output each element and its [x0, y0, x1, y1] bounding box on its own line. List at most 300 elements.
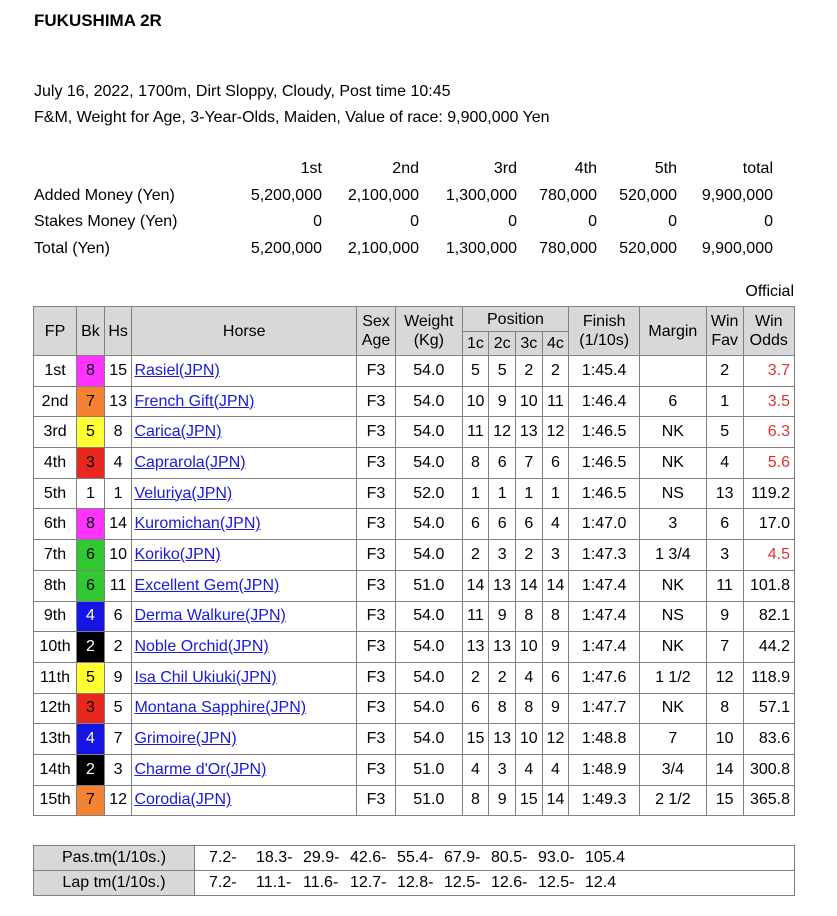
position-2c: 3 — [489, 754, 516, 785]
money-value: 0 — [588, 213, 597, 231]
times-label: Lap tm(1/10s.) — [34, 871, 195, 896]
result-row — [34, 632, 795, 663]
margin: NS — [640, 601, 707, 632]
win-fav: 6 — [706, 509, 743, 540]
position-3c: 10 — [515, 386, 542, 417]
time-value: 80.5- — [491, 849, 528, 866]
header-position: Position — [462, 307, 569, 332]
sex-age: F3 — [357, 601, 396, 632]
horse-number: 9 — [104, 662, 132, 693]
position-1c: 2 — [462, 540, 489, 571]
header-horse: Horse — [132, 307, 357, 356]
finish-time: 1:46.5 — [569, 478, 640, 509]
horse-cell — [132, 724, 357, 755]
position-3c: 10 — [515, 632, 542, 663]
result-row — [34, 478, 795, 509]
money-value: 2,100,000 — [347, 186, 419, 204]
finish-position: 6th — [34, 509, 77, 540]
sex-age: F3 — [357, 662, 396, 693]
finish-time: 1:46.4 — [569, 386, 640, 417]
money-row-label: Total (Yen) — [34, 239, 110, 257]
weight: 54.0 — [396, 448, 463, 479]
sex-age: F3 — [357, 478, 396, 509]
sex-age: F3 — [357, 448, 396, 479]
position-2c: 13 — [489, 570, 516, 601]
weight: 51.0 — [396, 570, 463, 601]
header-2c: 2c — [489, 332, 516, 356]
position-4c: 1 — [542, 478, 569, 509]
header-4c: 4c — [542, 332, 569, 356]
times-table — [33, 845, 795, 896]
win-fav: 5 — [706, 417, 743, 448]
position-4c: 2 — [542, 356, 569, 387]
horse-cell — [132, 632, 357, 663]
position-4c: 4 — [542, 754, 569, 785]
bracket-number: 4 — [77, 601, 105, 632]
horse-link[interactable]: Koriko(JPN) — [134, 545, 221, 563]
win-odds: 3.5 — [743, 386, 794, 417]
win-fav: 7 — [706, 632, 743, 663]
header-hs: Hs — [104, 307, 132, 356]
time-value: 67.9- — [444, 849, 481, 866]
money-value: 9,900,000 — [701, 186, 773, 204]
money-value: 5,200,000 — [250, 186, 322, 204]
time-value: 12.4 — [585, 874, 617, 891]
money-header-4th: 4th — [574, 160, 597, 178]
time-value: 42.6- — [350, 849, 387, 866]
result-row — [34, 754, 795, 785]
result-row — [34, 662, 795, 693]
finish-time: 1:49.3 — [569, 785, 640, 816]
position-4c: 12 — [542, 724, 569, 755]
times-label: Pas.tm(1/10s.) — [34, 846, 195, 871]
win-odds: 5.6 — [743, 448, 794, 479]
horse-cell — [132, 356, 357, 387]
money-value: 520,000 — [619, 186, 677, 204]
bracket-number: 7 — [77, 386, 105, 417]
position-4c: 8 — [542, 601, 569, 632]
horse-link[interactable]: Derma Walkure(JPN) — [134, 607, 286, 625]
horse-number: 8 — [104, 417, 132, 448]
horse-cell — [132, 509, 357, 540]
position-4c: 6 — [542, 448, 569, 479]
header-margin: Margin — [640, 307, 707, 356]
sex-age: F3 — [357, 570, 396, 601]
position-4c: 11 — [542, 386, 569, 417]
finish-position: 4th — [34, 448, 77, 479]
finish-time: 1:48.8 — [569, 724, 640, 755]
position-2c: 9 — [489, 601, 516, 632]
horse-cell — [132, 601, 357, 632]
horse-link[interactable]: Montana Sapphire(JPN) — [134, 699, 307, 717]
position-1c: 15 — [462, 724, 489, 755]
win-odds: 82.1 — [743, 601, 794, 632]
horse-number: 14 — [104, 509, 132, 540]
money-value: 1,300,000 — [445, 239, 517, 257]
weight: 54.0 — [396, 356, 463, 387]
position-2c: 8 — [489, 693, 516, 724]
horse-cell — [132, 417, 357, 448]
result-row — [34, 356, 795, 387]
header-bk: Bk — [77, 307, 105, 356]
position-4c: 4 — [542, 509, 569, 540]
money-header-1st: 1st — [300, 160, 322, 178]
bracket-number: 6 — [77, 570, 105, 601]
position-1c: 6 — [462, 509, 489, 540]
money-header-total: total — [742, 160, 773, 178]
position-1c: 1 — [462, 478, 489, 509]
sex-age: F3 — [357, 417, 396, 448]
position-3c: 7 — [515, 448, 542, 479]
weight: 54.0 — [396, 540, 463, 571]
win-odds: 83.6 — [743, 724, 794, 755]
result-row — [34, 448, 795, 479]
position-3c: 6 — [515, 509, 542, 540]
money-value: 2,100,000 — [347, 239, 419, 257]
win-fav: 4 — [706, 448, 743, 479]
time-value: 7.2- — [209, 874, 237, 891]
horse-link[interactable]: Kuromichan(JPN) — [134, 515, 261, 533]
horse-number: 3 — [104, 754, 132, 785]
finish-position: 9th — [34, 601, 77, 632]
money-header-2nd: 2nd — [392, 160, 419, 178]
margin — [640, 356, 707, 387]
sex-age: F3 — [357, 724, 396, 755]
money-header-3rd: 3rd — [493, 160, 517, 178]
position-1c: 10 — [462, 386, 489, 417]
official-label: Official — [745, 283, 794, 300]
weight: 54.0 — [396, 601, 463, 632]
position-4c: 3 — [542, 540, 569, 571]
time-value: 93.0- — [538, 849, 575, 866]
money-value: 520,000 — [619, 239, 677, 257]
horse-link[interactable]: Noble Orchid(JPN) — [134, 638, 269, 656]
weight: 54.0 — [396, 509, 463, 540]
position-3c: 15 — [515, 785, 542, 816]
win-fav: 15 — [706, 785, 743, 816]
finish-time: 1:47.0 — [569, 509, 640, 540]
position-3c: 14 — [515, 570, 542, 601]
position-4c: 14 — [542, 570, 569, 601]
horse-link[interactable]: Grimoire(JPN) — [134, 730, 237, 748]
position-3c: 4 — [515, 662, 542, 693]
weight: 52.0 — [396, 478, 463, 509]
win-odds: 4.5 — [743, 540, 794, 571]
win-fav: 12 — [706, 662, 743, 693]
win-fav: 2 — [706, 356, 743, 387]
header-fp: FP — [34, 307, 77, 356]
weight: 54.0 — [396, 417, 463, 448]
sex-age: F3 — [357, 356, 396, 387]
weight: 54.0 — [396, 693, 463, 724]
finish-time: 1:47.4 — [569, 601, 640, 632]
money-value: 1,300,000 — [445, 186, 517, 204]
position-2c: 2 — [489, 662, 516, 693]
sex-age: F3 — [357, 785, 396, 816]
finish-position: 15th — [34, 785, 77, 816]
time-value: 105.4 — [585, 849, 626, 866]
finish-position: 11th — [34, 662, 77, 693]
horse-number: 4 — [104, 448, 132, 479]
horse-link[interactable]: Veluriya(JPN) — [134, 484, 233, 502]
bracket-number: 5 — [77, 662, 105, 693]
time-value: 18.3- — [256, 849, 293, 866]
margin: NK — [640, 417, 707, 448]
position-3c: 1 — [515, 478, 542, 509]
win-odds: 17.0 — [743, 509, 794, 540]
result-row — [34, 509, 795, 540]
prize-money-table — [34, 156, 773, 262]
margin: 2 1/2 — [640, 785, 707, 816]
finish-time: 1:47.3 — [569, 540, 640, 571]
win-odds: 3.7 — [743, 356, 794, 387]
money-header-row — [34, 156, 773, 183]
position-2c: 13 — [489, 724, 516, 755]
win-fav: 1 — [706, 386, 743, 417]
position-1c: 2 — [462, 662, 489, 693]
race-info-line-2: F&M, Weight for Age, 3-Year-Olds, Maiden, Value of race: 9,900,000 Yen — [34, 109, 550, 126]
money-value: 0 — [313, 213, 322, 231]
win-fav: 3 — [706, 540, 743, 571]
header-win-odds: Win Odds — [743, 307, 794, 356]
win-fav: 8 — [706, 693, 743, 724]
weight: 54.0 — [396, 662, 463, 693]
weight: 54.0 — [396, 632, 463, 663]
win-fav: 9 — [706, 601, 743, 632]
horse-number: 11 — [104, 570, 132, 601]
header-3c: 3c — [515, 332, 542, 356]
margin: NK — [640, 570, 707, 601]
position-4c: 12 — [542, 417, 569, 448]
position-3c: 2 — [515, 540, 542, 571]
finish-position: 8th — [34, 570, 77, 601]
horse-link[interactable]: Excellent Gem(JPN) — [134, 576, 280, 594]
position-2c: 3 — [489, 540, 516, 571]
times-row — [34, 871, 795, 896]
margin: 1 1/2 — [640, 662, 707, 693]
position-3c: 13 — [515, 417, 542, 448]
time-value: 12.5- — [538, 874, 575, 891]
money-value: 0 — [764, 213, 773, 231]
finish-time: 1:47.4 — [569, 632, 640, 663]
bracket-number: 2 — [77, 632, 105, 663]
horse-cell — [132, 662, 357, 693]
sex-age: F3 — [357, 632, 396, 663]
position-2c: 5 — [489, 356, 516, 387]
money-value: 0 — [668, 213, 677, 231]
horse-number: 2 — [104, 632, 132, 663]
win-fav: 11 — [706, 570, 743, 601]
time-value: 29.9- — [303, 849, 340, 866]
money-header-5th: 5th — [654, 160, 677, 178]
horse-cell — [132, 540, 357, 571]
horse-cell — [132, 570, 357, 601]
money-value: 5,200,000 — [250, 239, 322, 257]
race-title: FUKUSHIMA 2R — [34, 11, 162, 30]
position-1c: 11 — [462, 601, 489, 632]
margin: 3/4 — [640, 754, 707, 785]
position-2c: 9 — [489, 386, 516, 417]
bracket-number: 6 — [77, 540, 105, 571]
bracket-number: 7 — [77, 785, 105, 816]
position-1c: 13 — [462, 632, 489, 663]
time-value: 7.2- — [209, 849, 237, 866]
position-1c: 14 — [462, 570, 489, 601]
finish-position: 7th — [34, 540, 77, 571]
sex-age: F3 — [357, 509, 396, 540]
horse-cell — [132, 448, 357, 479]
win-odds: 57.1 — [743, 693, 794, 724]
finish-time: 1:46.5 — [569, 417, 640, 448]
horse-number: 5 — [104, 693, 132, 724]
horse-number: 10 — [104, 540, 132, 571]
position-2c: 6 — [489, 448, 516, 479]
horse-cell — [132, 478, 357, 509]
horse-number: 12 — [104, 785, 132, 816]
money-value: 0 — [508, 213, 517, 231]
money-row — [34, 209, 773, 236]
margin: 6 — [640, 386, 707, 417]
money-value: 0 — [410, 213, 419, 231]
win-fav: 14 — [706, 754, 743, 785]
margin: 3 — [640, 509, 707, 540]
win-odds: 118.9 — [743, 662, 794, 693]
header-weight: Weight (Kg) — [396, 307, 463, 356]
horse-link[interactable]: Isa Chil Ukiuki(JPN) — [134, 668, 277, 686]
position-4c: 9 — [542, 632, 569, 663]
position-4c: 14 — [542, 785, 569, 816]
horse-link[interactable]: Carica(JPN) — [134, 423, 222, 441]
margin: NK — [640, 448, 707, 479]
horse-link[interactable]: Corodia(JPN) — [134, 791, 232, 809]
finish-position: 10th — [34, 632, 77, 663]
win-odds: 44.2 — [743, 632, 794, 663]
time-value: 12.5- — [444, 874, 481, 891]
position-4c: 9 — [542, 693, 569, 724]
header-sex-age: Sex Age — [357, 307, 396, 356]
horse-cell — [132, 785, 357, 816]
time-value: 12.8- — [397, 874, 434, 891]
horse-link[interactable]: Caprarola(JPN) — [134, 453, 246, 471]
position-2c: 13 — [489, 632, 516, 663]
finish-position: 12th — [34, 693, 77, 724]
money-header-blank — [34, 156, 232, 183]
finish-time: 1:45.4 — [569, 356, 640, 387]
time-value: 12.7- — [350, 874, 387, 891]
result-row — [34, 540, 795, 571]
position-2c: 9 — [489, 785, 516, 816]
horse-link[interactable]: Charme d'Or(JPN) — [134, 760, 267, 778]
position-2c: 6 — [489, 509, 516, 540]
finish-position: 1st — [34, 356, 77, 387]
margin: 1 3/4 — [640, 540, 707, 571]
result-row — [34, 601, 795, 632]
position-1c: 4 — [462, 754, 489, 785]
finish-position: 14th — [34, 754, 77, 785]
finish-time: 1:46.5 — [569, 448, 640, 479]
horse-link[interactable]: French Gift(JPN) — [134, 392, 255, 410]
position-1c: 8 — [462, 785, 489, 816]
bracket-number: 4 — [77, 724, 105, 755]
position-1c: 8 — [462, 448, 489, 479]
win-odds: 6.3 — [743, 417, 794, 448]
result-row — [34, 570, 795, 601]
horse-cell — [132, 693, 357, 724]
time-value: 11.6- — [303, 874, 339, 891]
time-value: 55.4- — [397, 849, 434, 866]
position-3c: 4 — [515, 754, 542, 785]
money-value: 780,000 — [539, 186, 597, 204]
weight: 54.0 — [396, 724, 463, 755]
header-1c: 1c — [462, 332, 489, 356]
horse-cell — [132, 386, 357, 417]
finish-position: 5th — [34, 478, 77, 509]
finish-time: 1:48.9 — [569, 754, 640, 785]
position-2c: 12 — [489, 417, 516, 448]
horse-number: 15 — [104, 356, 132, 387]
margin: NK — [640, 693, 707, 724]
position-3c: 8 — [515, 601, 542, 632]
position-4c: 6 — [542, 662, 569, 693]
position-3c: 8 — [515, 693, 542, 724]
margin: NK — [640, 632, 707, 663]
result-row — [34, 386, 795, 417]
time-value: 11.1- — [256, 874, 292, 891]
finish-time: 1:47.7 — [569, 693, 640, 724]
finish-time: 1:47.4 — [569, 570, 640, 601]
bracket-number: 5 — [77, 417, 105, 448]
result-row — [34, 693, 795, 724]
bracket-number: 3 — [77, 693, 105, 724]
win-odds: 101.8 — [743, 570, 794, 601]
win-odds: 119.2 — [743, 478, 794, 509]
position-1c: 11 — [462, 417, 489, 448]
times-row — [34, 846, 795, 871]
horse-number: 13 — [104, 386, 132, 417]
times-values — [195, 871, 795, 896]
money-value: 9,900,000 — [701, 239, 773, 257]
finish-position: 13th — [34, 724, 77, 755]
bracket-number: 3 — [77, 448, 105, 479]
sex-age: F3 — [357, 540, 396, 571]
money-row-label: Stakes Money (Yen) — [34, 213, 178, 231]
horse-number: 1 — [104, 478, 132, 509]
finish-time: 1:47.6 — [569, 662, 640, 693]
margin: 7 — [640, 724, 707, 755]
result-row — [34, 417, 795, 448]
money-row — [34, 236, 773, 263]
horse-link[interactable]: Rasiel(JPN) — [134, 361, 220, 379]
times-values — [195, 846, 795, 871]
position-3c: 10 — [515, 724, 542, 755]
money-row-label: Added Money (Yen) — [34, 186, 175, 204]
horse-cell — [132, 754, 357, 785]
position-2c: 1 — [489, 478, 516, 509]
header-finish: Finish (1/10s) — [569, 307, 640, 356]
result-row — [34, 724, 795, 755]
weight: 51.0 — [396, 785, 463, 816]
win-odds: 365.8 — [743, 785, 794, 816]
win-fav: 10 — [706, 724, 743, 755]
money-value: 780,000 — [539, 239, 597, 257]
bracket-number: 8 — [77, 509, 105, 540]
win-fav: 13 — [706, 478, 743, 509]
header-win-fav: Win Fav — [706, 307, 743, 356]
result-row — [34, 785, 795, 816]
bracket-number: 2 — [77, 754, 105, 785]
horse-number: 6 — [104, 601, 132, 632]
finish-position: 2nd — [34, 386, 77, 417]
